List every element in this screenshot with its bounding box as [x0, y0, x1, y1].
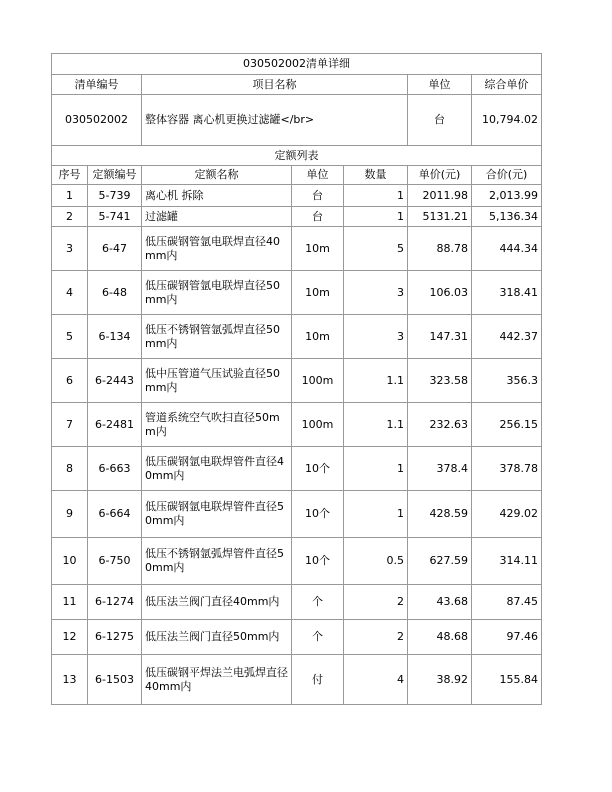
row-code: 6-1275 [88, 620, 142, 655]
quota-header-unit: 单位 [292, 166, 344, 185]
row-code: 6-2481 [88, 403, 142, 447]
row-code: 6-134 [88, 315, 142, 359]
row-qty: 2 [344, 620, 408, 655]
row-qty: 5 [344, 227, 408, 271]
row-name: 低压法兰阀门直径50mm内 [142, 620, 292, 655]
row-seq: 2 [52, 207, 88, 227]
row-total: 256.15 [472, 403, 542, 447]
row-seq: 9 [52, 491, 88, 538]
table-row [52, 315, 542, 359]
table-row [52, 359, 542, 403]
row-seq: 10 [52, 538, 88, 585]
row-seq: 6 [52, 359, 88, 403]
row-code: 6-750 [88, 538, 142, 585]
quota-header-qty: 数量 [344, 166, 408, 185]
row-seq: 8 [52, 447, 88, 491]
row-total: 5,136.34 [472, 207, 542, 227]
row-seq: 5 [52, 315, 88, 359]
row-price: 43.68 [408, 585, 472, 620]
table-row [52, 585, 542, 620]
row-code: 6-1274 [88, 585, 142, 620]
row-name: 低压法兰阀门直径40mm内 [142, 585, 292, 620]
row-price: 106.03 [408, 271, 472, 315]
row-seq: 12 [52, 620, 88, 655]
bill-unit: 台 [408, 95, 472, 146]
row-qty: 0.5 [344, 538, 408, 585]
table-row [52, 207, 542, 227]
row-unit: 10个 [292, 447, 344, 491]
row-seq: 4 [52, 271, 88, 315]
quota-header-seq: 序号 [52, 166, 88, 185]
row-unit: 台 [292, 185, 344, 207]
row-name: 低压碳钢氩电联焊管件直径40mm内 [142, 447, 292, 491]
row-name: 低压碳钢氩电联焊管件直径50mm内 [142, 491, 292, 538]
quota-header-code: 定额编号 [88, 166, 142, 185]
row-code: 6-1503 [88, 655, 142, 705]
row-name: 管道系统空气吹扫直径50mm内 [142, 403, 292, 447]
bill-price: 10,794.02 [472, 95, 542, 146]
row-seq: 13 [52, 655, 88, 705]
row-price: 232.63 [408, 403, 472, 447]
row-total: 444.34 [472, 227, 542, 271]
table-row [52, 447, 542, 491]
row-qty: 1 [344, 491, 408, 538]
row-unit: 付 [292, 655, 344, 705]
row-name: 低压碳钢管氩电联焊直径50mm内 [142, 271, 292, 315]
quota-header-price: 单价(元) [408, 166, 472, 185]
row-seq: 7 [52, 403, 88, 447]
row-name: 低压不锈钢管氩弧焊直径50mm内 [142, 315, 292, 359]
row-seq: 11 [52, 585, 88, 620]
row-total: 378.78 [472, 447, 542, 491]
row-total: 155.84 [472, 655, 542, 705]
row-total: 97.46 [472, 620, 542, 655]
row-price: 88.78 [408, 227, 472, 271]
row-unit: 个 [292, 585, 344, 620]
row-total: 87.45 [472, 585, 542, 620]
row-unit: 个 [292, 620, 344, 655]
table-row [52, 271, 542, 315]
table-row [52, 655, 542, 705]
row-price: 147.31 [408, 315, 472, 359]
row-unit: 台 [292, 207, 344, 227]
row-code: 5-741 [88, 207, 142, 227]
row-unit: 10个 [292, 491, 344, 538]
row-qty: 1 [344, 207, 408, 227]
row-price: 2011.98 [408, 185, 472, 207]
row-seq: 3 [52, 227, 88, 271]
row-price: 627.59 [408, 538, 472, 585]
row-unit: 100m [292, 359, 344, 403]
row-price: 5131.21 [408, 207, 472, 227]
row-unit: 10m [292, 315, 344, 359]
row-qty: 3 [344, 315, 408, 359]
table-row [52, 538, 542, 585]
row-total: 314.11 [472, 538, 542, 585]
row-total: 318.41 [472, 271, 542, 315]
row-price: 38.92 [408, 655, 472, 705]
bill-header-code: 清单编号 [52, 75, 142, 95]
row-total: 429.02 [472, 491, 542, 538]
row-price: 428.59 [408, 491, 472, 538]
row-name: 低压不锈钢氩弧焊管件直径50mm内 [142, 538, 292, 585]
row-price: 378.4 [408, 447, 472, 491]
quota-header-total: 合价(元) [472, 166, 542, 185]
row-price: 323.58 [408, 359, 472, 403]
bill-detail-table [51, 53, 542, 705]
row-qty: 2 [344, 585, 408, 620]
row-name: 离心机 拆除 [142, 185, 292, 207]
table-row [52, 491, 542, 538]
table-row [52, 620, 542, 655]
row-unit: 10个 [292, 538, 344, 585]
row-qty: 1 [344, 185, 408, 207]
row-qty: 4 [344, 655, 408, 705]
row-code: 6-47 [88, 227, 142, 271]
table-row [52, 227, 542, 271]
table-row [52, 185, 542, 207]
bill-header-price: 综合单价 [472, 75, 542, 95]
row-code: 6-663 [88, 447, 142, 491]
row-name: 过滤罐 [142, 207, 292, 227]
row-qty: 1.1 [344, 359, 408, 403]
row-total: 442.37 [472, 315, 542, 359]
row-unit: 10m [292, 271, 344, 315]
row-price: 48.68 [408, 620, 472, 655]
row-code: 6-48 [88, 271, 142, 315]
row-code: 6-2443 [88, 359, 142, 403]
bill-name: 整体容器 离心机更换过滤罐</br> [142, 95, 408, 146]
row-unit: 100m [292, 403, 344, 447]
row-code: 5-739 [88, 185, 142, 207]
row-name: 低压碳钢平焊法兰电弧焊直径40mm内 [142, 655, 292, 705]
row-seq: 1 [52, 185, 88, 207]
row-total: 356.3 [472, 359, 542, 403]
row-code: 6-664 [88, 491, 142, 538]
row-total: 2,013.99 [472, 185, 542, 207]
row-name: 低中压管道气压试验直径50mm内 [142, 359, 292, 403]
bill-header-name: 项目名称 [142, 75, 408, 95]
bill-header-unit: 单位 [408, 75, 472, 95]
table-title: 030502002清单详细 [52, 54, 542, 75]
row-unit: 10m [292, 227, 344, 271]
row-name: 低压碳钢管氩电联焊直径40mm内 [142, 227, 292, 271]
table-row [52, 403, 542, 447]
row-qty: 3 [344, 271, 408, 315]
bill-code: 030502002 [52, 95, 142, 146]
quota-title: 定额列表 [52, 146, 542, 166]
row-qty: 1 [344, 447, 408, 491]
quota-header-name: 定额名称 [142, 166, 292, 185]
row-qty: 1.1 [344, 403, 408, 447]
